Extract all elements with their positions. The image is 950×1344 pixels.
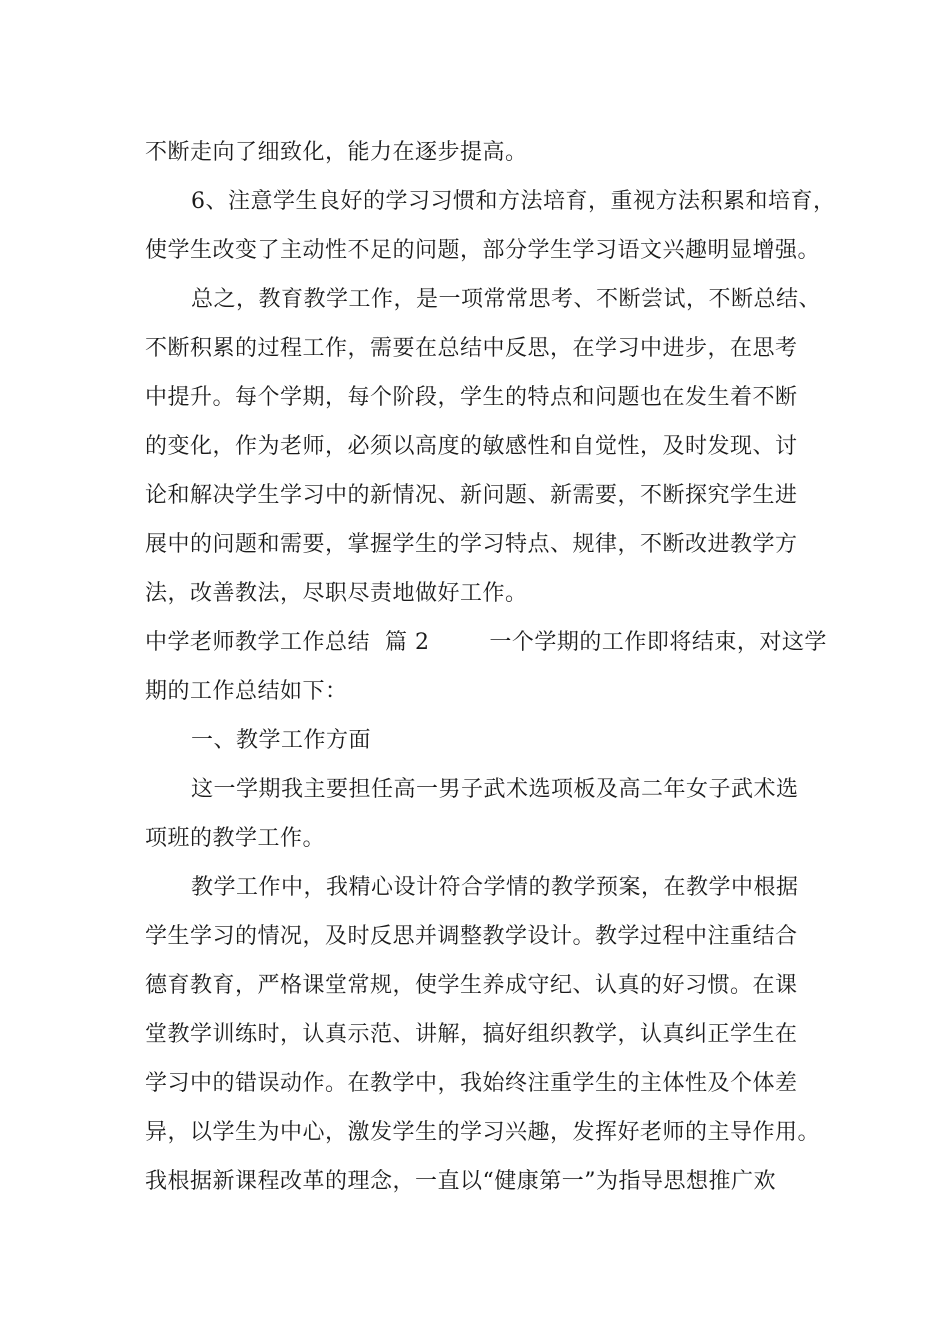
text-line: 异，以学生为中心，激发学生的学习兴趣，发挥好老师的主导作用。 [145, 1120, 821, 1145]
text-line: 6、注意学生良好的学习习惯和方法培育，重视方法积累和培育， [191, 189, 836, 214]
text-line: 使学生改变了主动性不足的问题，部分学生学习语文兴趣明显增强。 [145, 238, 821, 263]
text-line: 的变化，作为老师，必须以高度的敏感性和自觉性，及时发现、讨 [145, 434, 798, 459]
text-line: 法，改善教法，尽职尽责地做好工作。 [145, 581, 528, 606]
text-line: 中提升。每个学期，每个阶段，学生的特点和问题也在发生着不断 [145, 385, 798, 410]
text-line: 堂教学训练时，认真示范、讲解，搞好组织教学，认真纠正学生在 [145, 1022, 798, 1047]
document-page [145, 128, 835, 1206]
text-line: 论和解决学生学习中的新情况、新问题、新需要，不断探究学生进 [145, 483, 798, 508]
text-line: 项班的教学工作。 [145, 826, 326, 851]
text-line: 学生学习的情况，及时反思并调整教学设计。教学过程中注重结合 [145, 924, 798, 949]
text-line: 总之，教育教学工作，是一项常常思考、不断尝试，不断总结、 [191, 287, 822, 312]
text-line: 这一学期我主要担任高一男子武术选项板及高二年女子武术选 [191, 777, 799, 802]
text-line: 教学工作中，我精心设计符合学情的教学预案，在教学中根据 [191, 875, 799, 900]
text-line: 期的工作总结如下： [145, 679, 348, 704]
text-line: 不断走向了细致化，能力在逐步提高。 [145, 140, 528, 165]
text-line: 展中的问题和需要，掌握学生的学习特点、规律，不断改进教学方 [145, 532, 798, 557]
text-line: 我根据新课程改革的理念，一直以“健康第一”为指导思想推广欢 [145, 1169, 776, 1194]
text-line: 学习中的错误动作。在教学中，我始终注重学生的主体性及个体差 [145, 1071, 798, 1096]
section-heading: 一、教学工作方面 [191, 728, 372, 753]
text-line: 不断积累的过程工作，需要在总结中反思，在学习中进步，在思考 [145, 336, 798, 361]
text-line: 德育教育，严格课堂常规，使学生养成守纪、认真的好习惯。在课 [145, 973, 798, 998]
section-heading-line: 中学老师教学工作总结 篇 2 一个学期的工作即将结束，对这学 [145, 630, 827, 655]
